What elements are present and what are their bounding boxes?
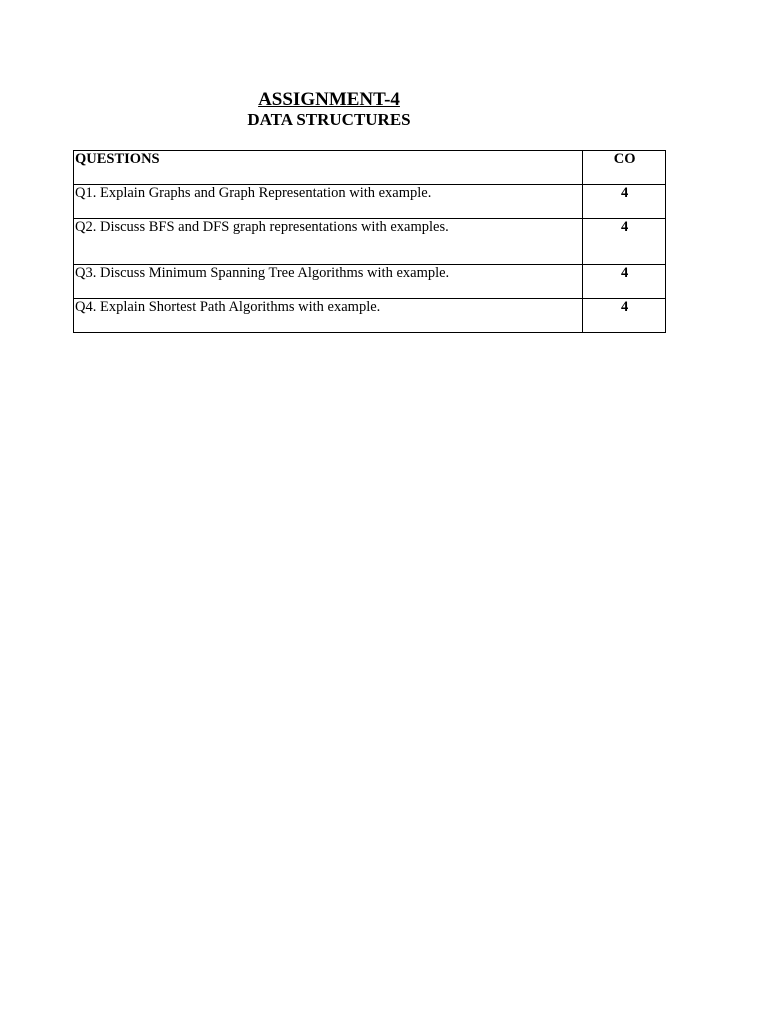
document-title: ASSIGNMENT-4 [258, 89, 400, 110]
table-row [74, 185, 666, 219]
table-row [74, 299, 666, 333]
header-questions: QUESTIONS [74, 151, 583, 185]
question-cell: Q2. Discuss BFS and DFS graph representations with examples. [74, 219, 583, 265]
co-cell: 4 [583, 299, 666, 333]
question-cell: Q3. Discuss Minimum Spanning Tree Algorithms with example. [74, 265, 583, 299]
table-row [74, 265, 666, 299]
header-co: CO [583, 151, 666, 185]
document-subtitle: DATA STRUCTURES [247, 110, 411, 129]
co-cell: 4 [583, 185, 666, 219]
co-cell: 4 [583, 265, 666, 299]
table-row [74, 219, 666, 265]
table-header-row [74, 151, 666, 185]
questions-table [73, 150, 666, 333]
question-cell: Q4. Explain Shortest Path Algorithms with example. [74, 299, 583, 333]
co-cell: 4 [583, 219, 666, 265]
question-cell: Q1. Explain Graphs and Graph Representation with example. [74, 185, 583, 219]
